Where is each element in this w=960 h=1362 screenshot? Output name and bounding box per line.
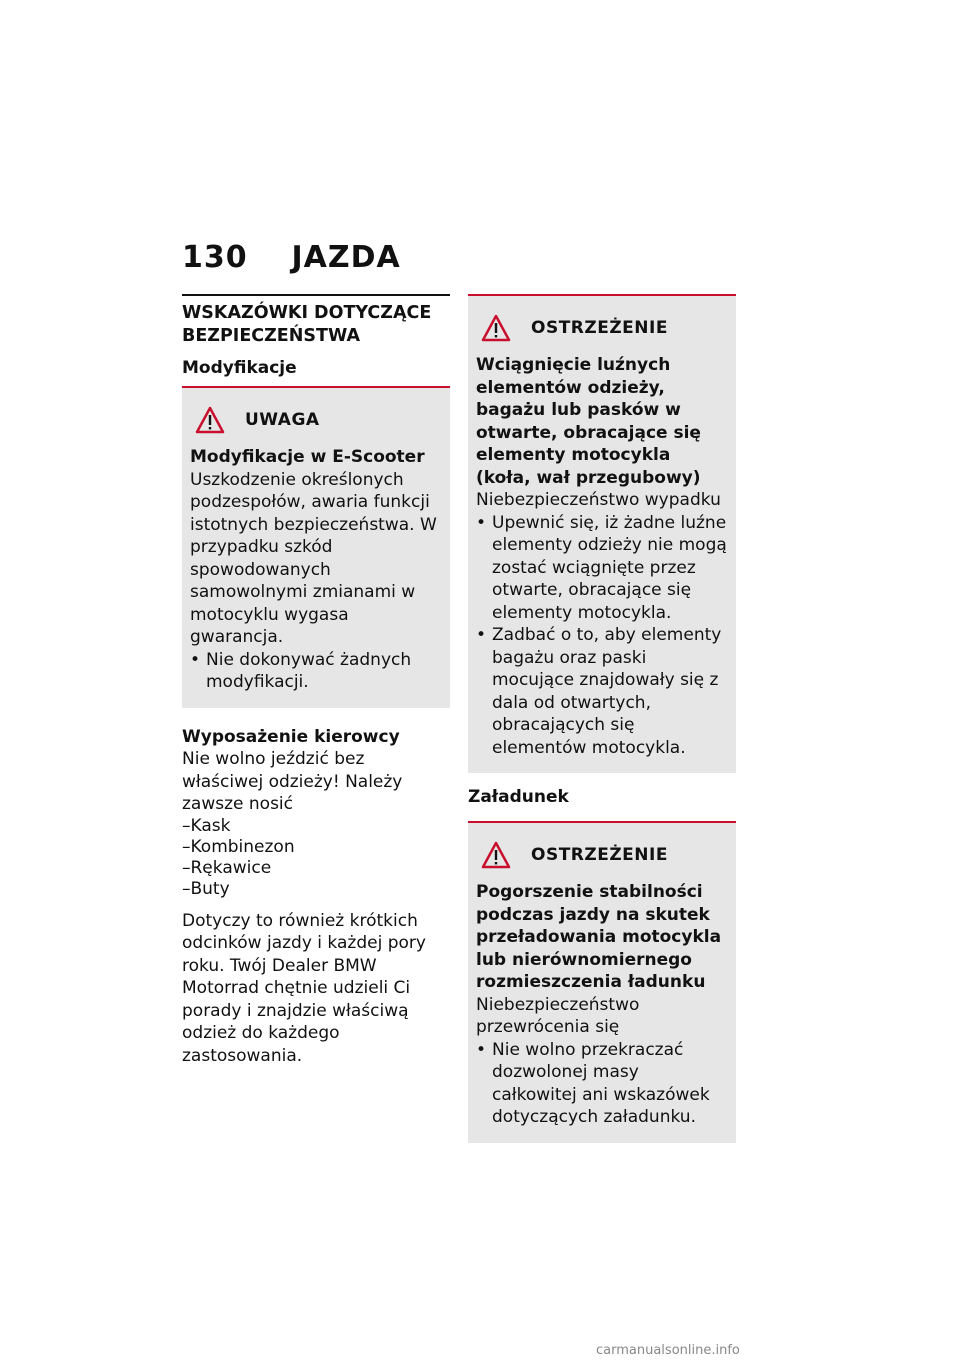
list-item: –Rękawice xyxy=(182,857,272,878)
list-item: • Nie dokonywać żadnych modyfikacji. xyxy=(190,649,412,692)
right-column xyxy=(468,294,736,1143)
warning-triangle-icon xyxy=(195,406,225,434)
subsection-title: Załadunek xyxy=(468,787,569,807)
gear-text: Nie wolno jeździć bez właściwej odzieży! Należy zawsze nosić xyxy=(182,749,403,814)
callout-header xyxy=(476,841,728,869)
callout-text: Niebezpieczeństwo wypadku xyxy=(476,490,721,510)
callout-text: Niebezpieczeństwo przewrócenia się xyxy=(476,994,640,1037)
gear-section xyxy=(182,726,450,1068)
section-title: WSKAZÓWKI DOTYCZĄCE BEZPIECZEŃSTWA xyxy=(182,303,432,346)
chapter-title: JAZDA xyxy=(291,240,401,275)
callout-title: Wciągnięcie luźnych elementów odzieży, bagażu lub pasków w otwarte, obracające się elementy motocykla (koła, wał przegubowy) xyxy=(476,355,701,488)
list-item: –Kombinezon xyxy=(182,836,295,857)
callout-bullets xyxy=(476,512,728,760)
page-header xyxy=(182,240,401,275)
left-column xyxy=(182,294,450,1067)
page-number: 130 xyxy=(182,240,248,275)
callout-title: Modyfikacje w E-Scooter xyxy=(190,447,425,467)
list-item: • Nie wolno przekraczać dozwolonej masy całkowitej ani wskazówek dotyczących załadunku. xyxy=(476,1039,710,1127)
list-item: • Upewnić się, iż żadne luźne elementy odzieży nie mogą zostać wciągnięte przez otwarte, obracające się elementy motocykla. xyxy=(476,512,727,623)
list-item: –Buty xyxy=(182,878,230,899)
list-item: –Kask xyxy=(182,815,231,836)
caution-callout xyxy=(182,386,450,708)
section-rule xyxy=(182,294,450,296)
list-item: • Zadbać o to, aby elementy bagażu oraz paski mocujące znajdowały się z dala od otwartych, obracających się elementów motocykla. xyxy=(476,625,722,758)
gear-paragraph: Dotyczy to również krótkich odcinków jazdy i każdej pory roku. Twój Dealer BMW Motorrad chętnie udzieli Ci porady i znajdzie właściwą odzież do każdego zastosowania. xyxy=(182,910,426,1066)
callout-label: OSTRZEŻENIE xyxy=(531,845,668,865)
callout-text: Uszkodzenie określonych podzespołów, awaria funkcji istotnych bezpieczeństwa. W przypadku szkód spowodowanych samowolnymi zmianami w motocyklu wygasa gwarancja. xyxy=(190,469,437,647)
gear-list xyxy=(182,816,450,900)
callout-bullets xyxy=(476,1039,728,1129)
callout-label: UWAGA xyxy=(245,410,320,430)
warning-callout-clothing xyxy=(468,294,736,773)
subsection-title: Modyfikacje xyxy=(182,358,297,378)
callout-header xyxy=(190,406,442,434)
callout-bullets xyxy=(190,649,442,694)
callout-header xyxy=(476,314,728,342)
gear-title: Wyposażenie kierowcy xyxy=(182,726,400,747)
warning-callout-load xyxy=(468,821,736,1143)
watermark: carmanualsonline.info xyxy=(596,1343,740,1358)
callout-label: OSTRZEŻENIE xyxy=(531,318,668,338)
warning-triangle-icon xyxy=(481,314,511,342)
warning-triangle-icon xyxy=(481,841,511,869)
callout-title: Pogorszenie stabilności podczas jazdy na skutek przeładowania motocykla lub nierównomiernego rozmieszczenia ładunku xyxy=(476,882,722,992)
